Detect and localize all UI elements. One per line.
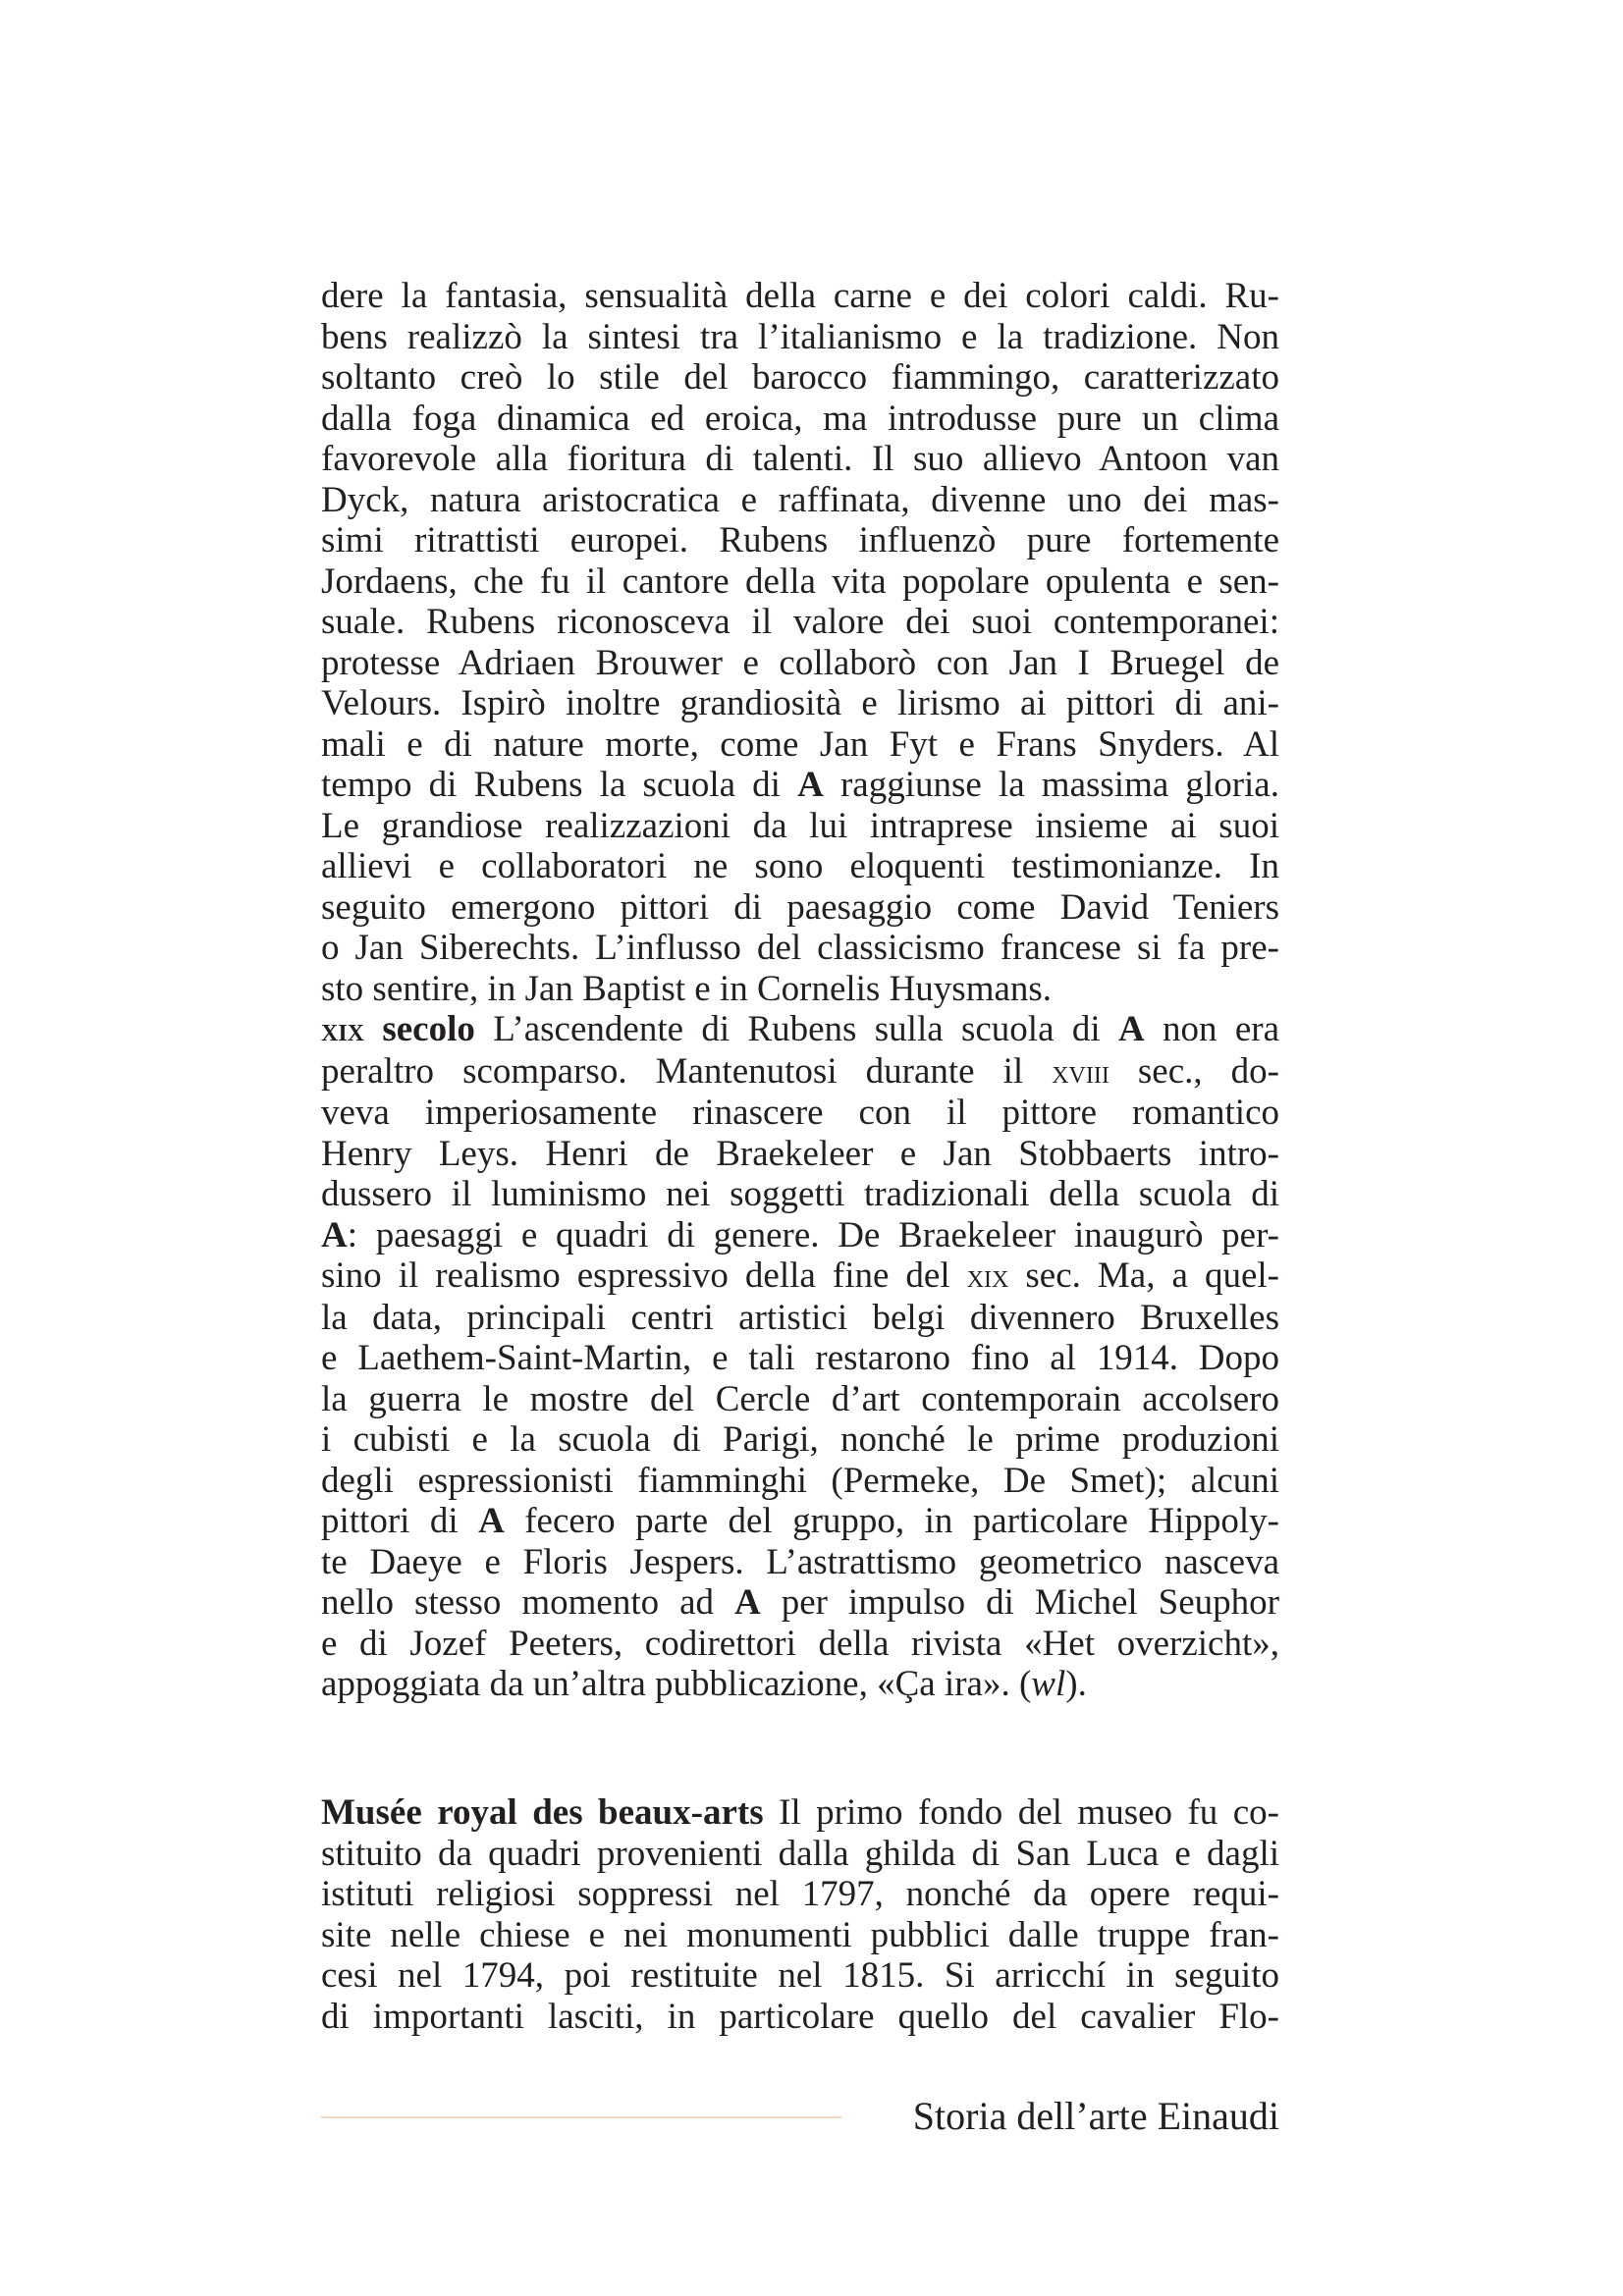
body-line: o Jan Siberechts. L’influsso del classicismo francese si fa pre- — [321, 928, 1279, 968]
body-line: Henry Leys. Henri de Braekeleer e Jan Stobbaerts intro- — [321, 1133, 1279, 1174]
body-line: A: paesaggi e quadri di genere. De Braekeleer inaugurò per- — [321, 1214, 1279, 1255]
body-line: la guerra le mostre del Cercle d’art contemporain accolsero — [321, 1378, 1279, 1419]
body-line: Dyck, natura aristocratica e raffinata, divenne uno dei mas- — [321, 479, 1279, 520]
body-line: Musée royal des beaux-arts Il primo fondo del museo fu co- — [321, 1792, 1280, 1833]
body-line: dussero il luminismo nei soggetti tradizionali della scuola di — [321, 1174, 1279, 1214]
body-line: mali e di nature morte, come Jan Fyt e Frans Snyders. Al — [321, 723, 1279, 765]
body-line: dere la fantasia, sensualità della carne e dei colori caldi. Ru- — [321, 276, 1279, 316]
body-line: xix secolo L’ascendente di Rubens sulla scuola di A non era — [321, 1009, 1280, 1049]
body-line: allievi e collaboratori ne sono eloquenti testimonianze. In — [321, 846, 1279, 886]
body-line: appoggiata da un’altra pubblicazione, «Ça ira». (wl). — [321, 1664, 1087, 1704]
section-heading-xix-secolo: xix secolo — [321, 1009, 475, 1049]
body-line: veva imperiosamente rinascere con il pittore romantico — [321, 1093, 1279, 1133]
body-line: stituito da quadri provenienti dalla ghilda di San Luca e dagli — [321, 1833, 1279, 1874]
body-line: pittori di A fecero parte del gruppo, in particolare Hippoly- — [321, 1501, 1279, 1541]
body-line: degli espressionisti fiamminghi (Permeke, De Smet); alcuni — [321, 1460, 1279, 1501]
body-line: Jordaens, che fu il cantore della vita popolare opulenta e sen- — [321, 561, 1279, 602]
body-line: site nelle chiese e nei monumenti pubblici dalle truppe fran- — [321, 1914, 1279, 1955]
body-line: e di Jozef Peeters, codirettori della rivista «Het overzicht», — [321, 1623, 1279, 1664]
rubens-paragraph — [321, 276, 1279, 1009]
body-text-rubens-and-xix-century — [321, 276, 1279, 1705]
body-line: cesi nel 1794, poi restituite nel 1815. Si arricchí in seguito — [321, 1955, 1279, 1996]
body-line: favorevole alla fioritura di talenti. Il suo allievo Antoon van — [321, 439, 1279, 479]
footer-title: Storia dell’arte Einaudi — [912, 2094, 1279, 2138]
section-heading-musee-royal: Musée royal des beaux-arts — [321, 1792, 764, 1833]
body-line: simi ritrattisti europei. Rubens influenzò pure fortemente — [321, 520, 1279, 561]
body-text-musee-royal — [321, 1792, 1279, 2037]
body-line: nello stesso momento ad A per impulso di Michel Seuphor — [321, 1582, 1279, 1623]
author-initials: wl — [1031, 1664, 1066, 1704]
body-line: te Daeye e Floris Jespers. L’astrattismo geometrico nasceva — [321, 1541, 1279, 1582]
body-line: Le grandiose realizzazioni da lui intraprese insieme ai suoi — [321, 805, 1279, 846]
body-line: dalla foga dinamica ed eroica, ma introdusse pure un clima — [321, 398, 1279, 439]
body-line: Velours. Ispirò inoltre grandiosità e lirismo ai pittori di ani- — [321, 683, 1279, 723]
body-line: e Laethem-Saint-Martin, e tali restarono fino al 1914. Dopo — [321, 1338, 1279, 1378]
body-line: soltanto creò lo stile del barocco fiammingo, caratterizzato — [321, 357, 1279, 398]
body-line: peraltro scomparso. Mantenutosi durante il xviii sec., do- — [321, 1050, 1279, 1092]
body-line: bens realizzò la sintesi tra l’italianismo e la tradizione. Non — [321, 316, 1279, 357]
body-line: istituti religiosi soppressi nel 1797, nonché da opere requi- — [321, 1874, 1279, 1914]
body-line: sino il realismo espressivo della fine del xix sec. Ma, a quel- — [321, 1255, 1280, 1296]
body-line: la data, principali centri artistici belgi divennero Bruxelles — [321, 1297, 1279, 1338]
body-line: i cubisti e la scuola di Parigi, nonché le prime produzioni — [321, 1419, 1279, 1460]
body-line: di importanti lasciti, in particolare quello del cavalier Flo- — [321, 1996, 1279, 2037]
footer-divider — [321, 2116, 841, 2118]
body-line: suale. Rubens riconosceva il valore dei suoi contemporanei: — [321, 602, 1279, 642]
body-line: sto sentire, in Jan Baptist e in Cornelis Huysmans. — [321, 968, 1053, 1009]
body-line: seguito emergono pittori di paesaggio come David Teniers — [321, 886, 1279, 928]
body-line: tempo di Rubens la scuola di A raggiunse la massima gloria. — [321, 765, 1279, 805]
body-line: protesse Adriaen Brouwer e collaborò con Jan I Bruegel de — [321, 642, 1279, 683]
